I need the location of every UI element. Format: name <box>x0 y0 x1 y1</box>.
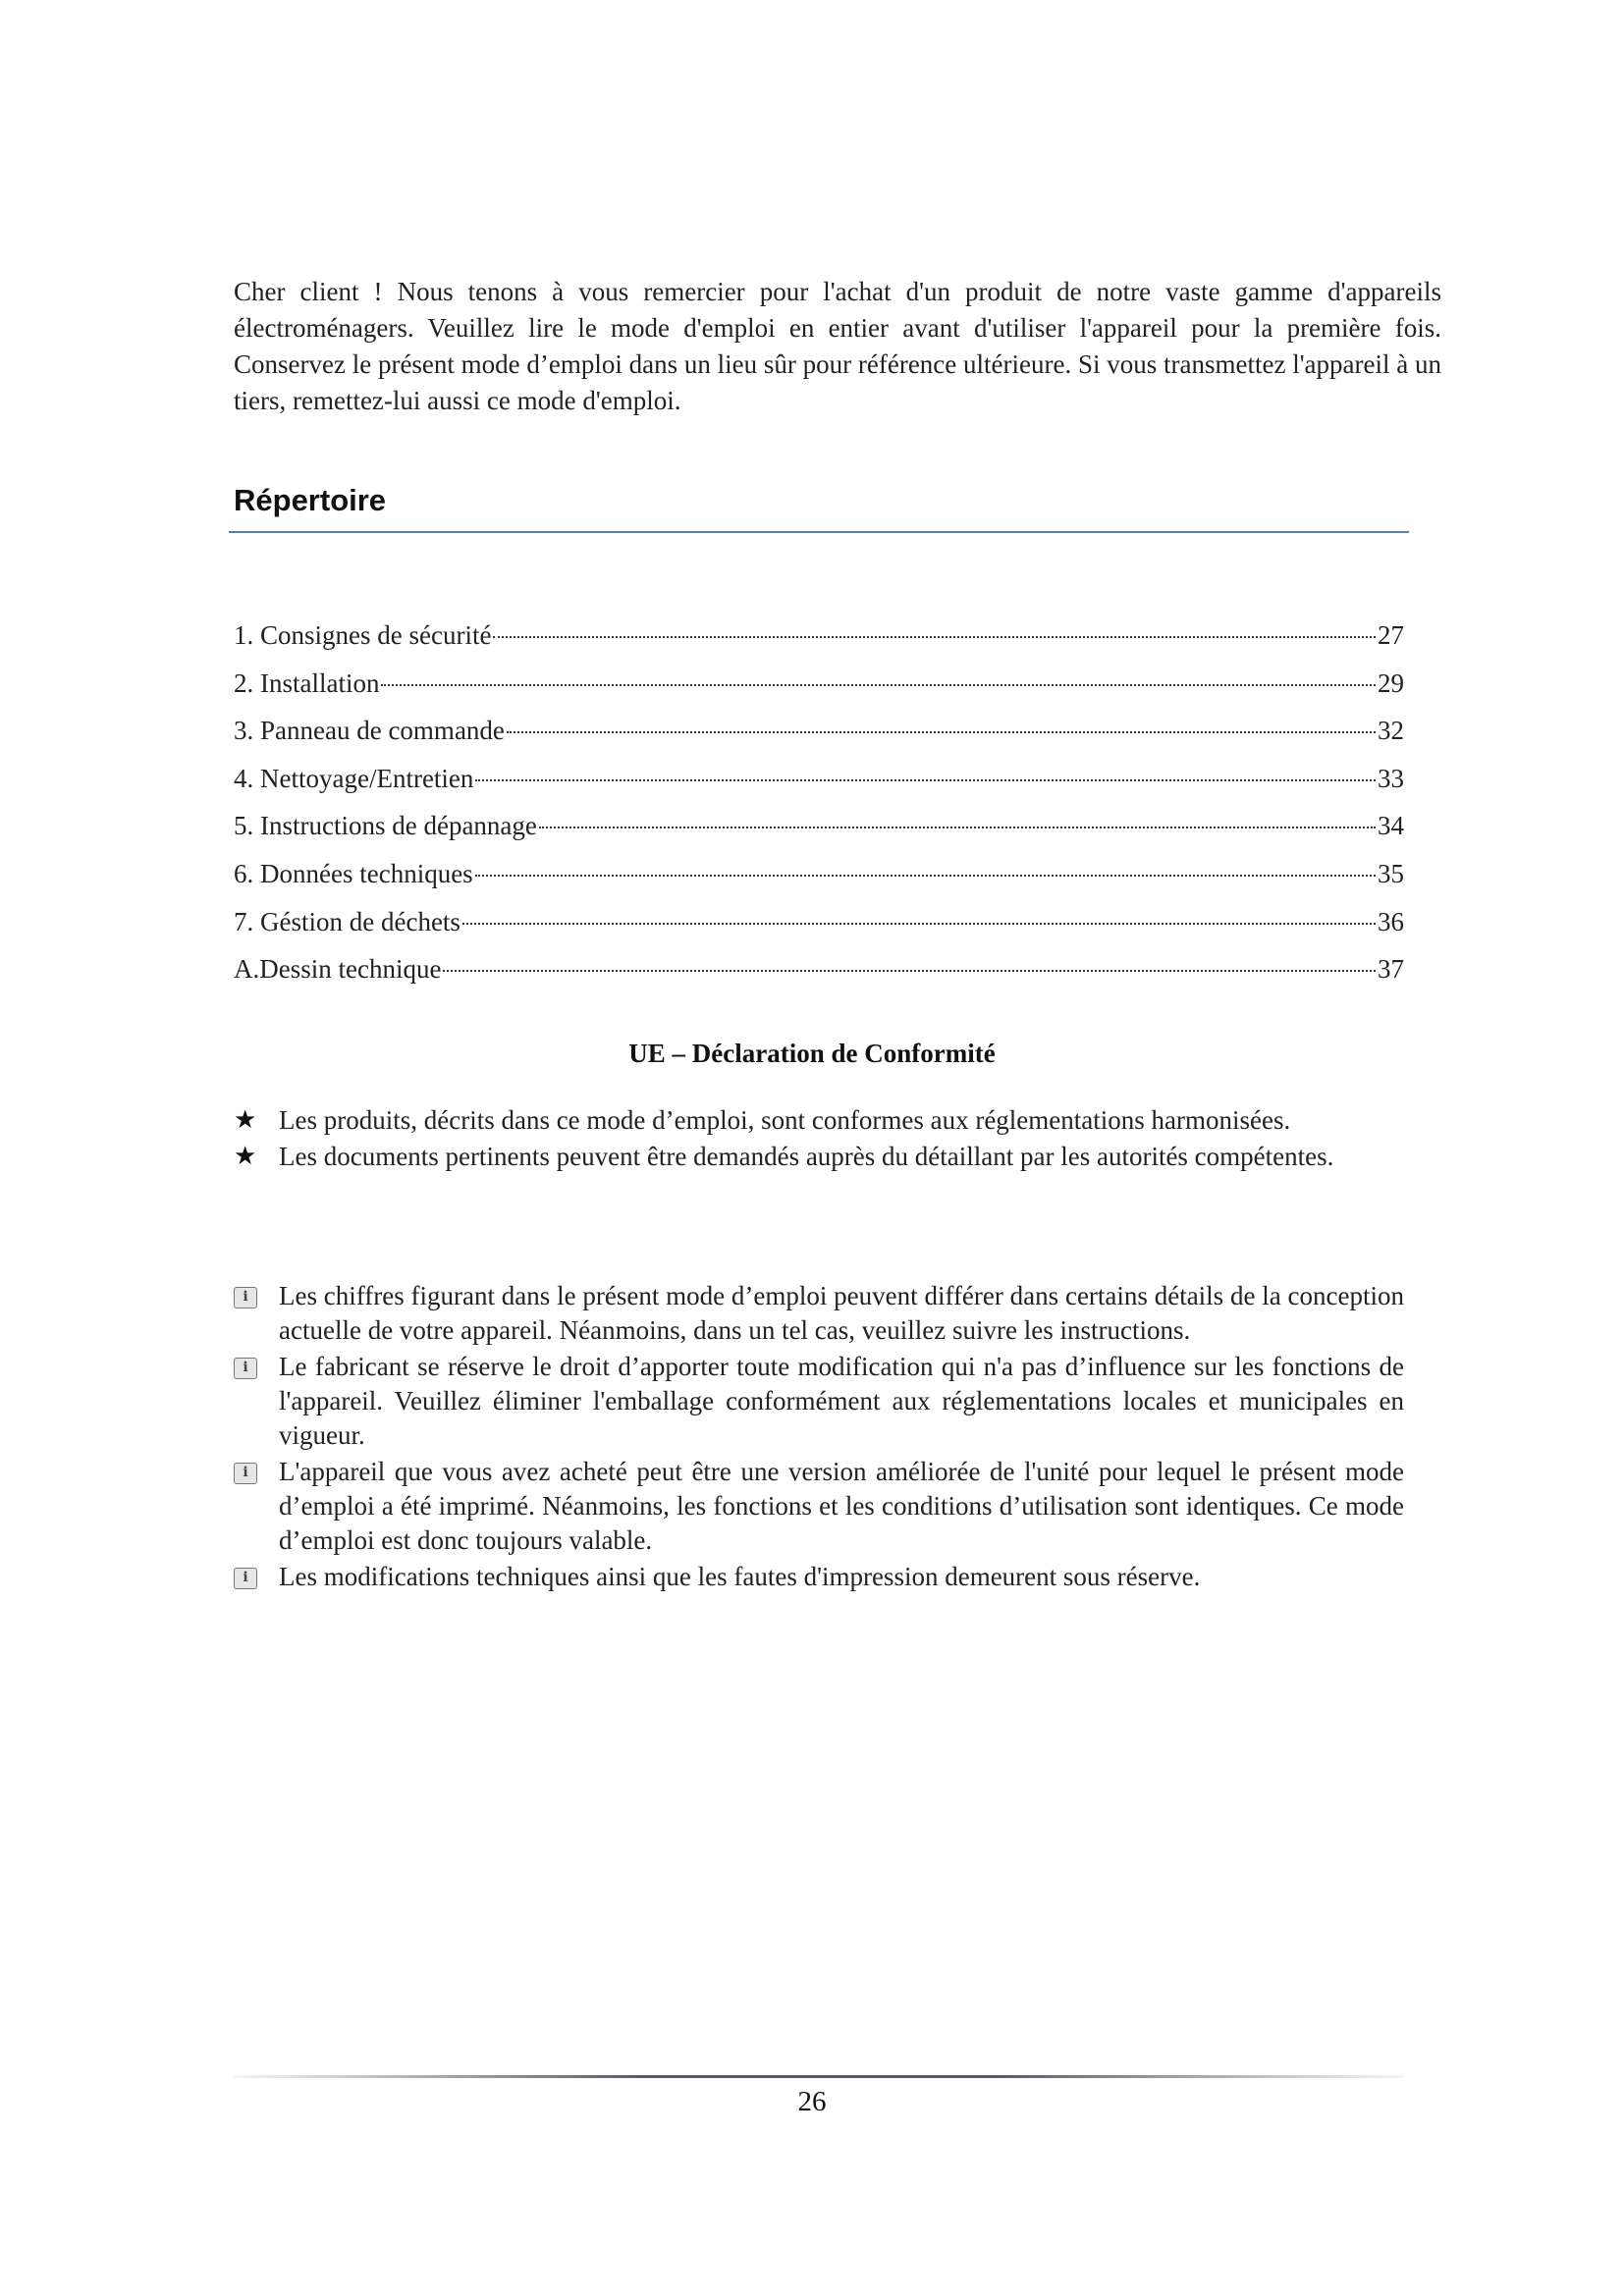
intro-paragraph: Cher client ! Nous tenons à vous remercier pour l'achat d'un produit de notre vaste gamme d'appareils électroménagers. Veuillez lire le mode d'emploi en entier avant d'utiliser l'appareil pour la première fois. Conservez le présent mode d’emploi dans un lieu sûr pour référence ultérieure. Si vous transmettez l'appareil à un tiers, remettez-lui aussi ce mode d'emploi. <box>234 277 1441 415</box>
toc-leader-dots <box>443 970 1376 972</box>
table-of-contents <box>234 620 1404 1002</box>
toc-leader-dots <box>475 875 1376 877</box>
declaration-title: UE – Déclaration de Conformité <box>628 1039 996 1068</box>
toc-leader-dots <box>493 636 1376 638</box>
toc-entry[interactable] <box>234 668 1404 717</box>
toc-entry-label: 7. Géstion de déchets <box>234 906 460 936</box>
toc-entry[interactable] <box>234 620 1404 668</box>
list-item-text: Les produits, décrits dans ce mode d’emploi, sont conformes aux réglementations harmonisées. <box>279 1105 1291 1135</box>
star-icon: ★ <box>234 1105 257 1135</box>
toc-leader-dots <box>462 923 1376 925</box>
toc-entry[interactable] <box>234 811 1404 859</box>
toc-entry-page: 29 <box>1378 667 1404 698</box>
info-icon: i <box>234 1358 257 1379</box>
page-number: 26 <box>797 2086 827 2117</box>
toc-entry[interactable] <box>234 716 1404 764</box>
list-item-text: L'appareil que vous avez acheté peut être une version améliorée de l'unité pour lequel le présent mode d’emploi a été imprimé. Néanmoins, les fonctions et les conditions d’utilisation sont identiques. Ce mode d’emploi est donc toujours valable. <box>279 1457 1404 1555</box>
list-item-text: Les chiffres figurant dans le présent mode d’emploi peuvent différer dans certains détails de la conception actuelle de votre appareil. Néanmoins, dans un tel cas, veuillez suivre les instructions. <box>279 1281 1404 1345</box>
list-item-text: Les documents pertinents peuvent être demandés auprès du détaillant par les autorités compétentes. <box>279 1142 1334 1171</box>
list-item <box>234 1350 1404 1453</box>
list-item <box>234 1103 1404 1138</box>
section-divider <box>229 531 1409 533</box>
toc-entry-page: 37 <box>1378 954 1404 985</box>
toc-entry[interactable] <box>234 907 1404 955</box>
toc-leader-dots <box>475 779 1376 781</box>
list-item <box>234 1455 1404 1558</box>
toc-entry-page: 35 <box>1378 858 1404 888</box>
toc-entry-page: 32 <box>1378 716 1404 746</box>
toc-entry-page: 36 <box>1378 906 1404 936</box>
footer-divider <box>234 2075 1404 2078</box>
toc-entry-label: A.Dessin technique <box>234 954 442 985</box>
list-item <box>234 1279 1404 1348</box>
repertoire-title: Répertoire <box>234 483 387 517</box>
star-icon: ★ <box>234 1142 257 1171</box>
notes-list <box>234 1279 1404 1596</box>
info-icon: i <box>234 1568 257 1589</box>
toc-entry-label: 3. Panneau de commande <box>234 716 505 746</box>
list-item <box>234 1140 1404 1174</box>
toc-entry[interactable] <box>234 954 1404 1002</box>
toc-leader-dots <box>381 684 1376 686</box>
toc-leader-dots <box>507 731 1376 733</box>
toc-entry[interactable] <box>234 859 1404 907</box>
toc-entry-page: 27 <box>1378 620 1404 650</box>
toc-entry-page: 34 <box>1378 811 1404 841</box>
info-icon: i <box>234 1287 257 1308</box>
toc-entry-label: 5. Instructions de dépannage <box>234 811 537 841</box>
conformity-list <box>234 1103 1404 1176</box>
info-icon: i <box>234 1463 257 1484</box>
toc-entry-label: 2. Installation <box>234 667 380 698</box>
toc-entry-label: 6. Données techniques <box>234 858 473 888</box>
list-item <box>234 1560 1404 1594</box>
toc-entry[interactable] <box>234 764 1404 812</box>
toc-entry-label: 4. Nettoyage/Entretien <box>234 763 474 793</box>
toc-leader-dots <box>539 827 1376 828</box>
list-item-text: Les modifications techniques ainsi que les fautes d'impression demeurent sous réserve. <box>279 1562 1201 1591</box>
list-item-text: Le fabricant se réserve le droit d’apporter toute modification qui n'a pas d’influence sur les fonctions de l'appareil. Veuillez éliminer l'emballage conformément aux réglementations locales et municipales en vigueur. <box>279 1352 1404 1450</box>
toc-entry-page: 33 <box>1378 763 1404 793</box>
toc-entry-label: 1. Consignes de sécurité <box>234 620 492 650</box>
